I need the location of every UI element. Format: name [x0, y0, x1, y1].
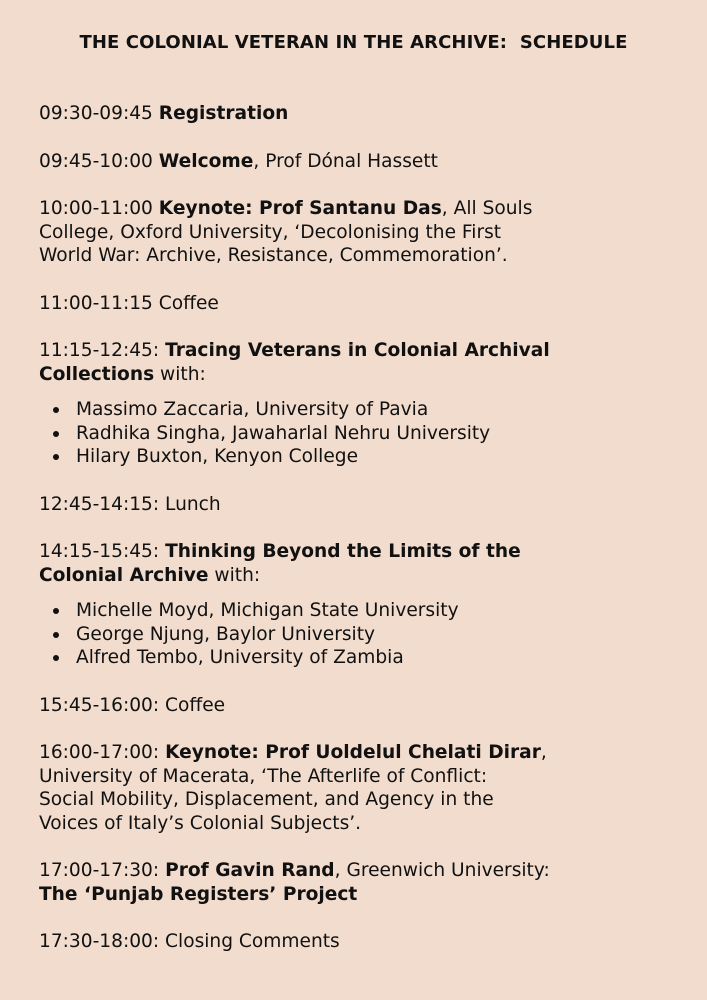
- entry-time: 11:15-12:45:: [39, 340, 166, 361]
- bullet-icon: [53, 655, 59, 661]
- entry-detail-line: University of Macerata, ‘The Afterlife of Conflict:: [39, 765, 488, 787]
- entry-detail: with:: [154, 363, 206, 385]
- bullet-icon: [53, 632, 59, 638]
- list-item: Alfred Tembo, University of Zambia: [76, 646, 679, 670]
- schedule-entry-coffee-morning: [39, 292, 679, 316]
- bullet-icon: [53, 431, 59, 437]
- list-item: Massimo Zaccaria, University of Pavia: [76, 398, 679, 422]
- panel-speakers-list: [39, 398, 679, 469]
- list-item: George Njung, Baylor University: [76, 623, 679, 647]
- entry-detail-line: World War: Archive, Resistance, Commemoration’.: [39, 245, 508, 266]
- entry-time: 12:45-14:15: Lunch: [39, 493, 221, 515]
- entry-title-line: The ‘Punjab Registers’ Project: [39, 883, 358, 905]
- entry-time: 16:00-17:00:: [39, 742, 166, 763]
- entry-title: Registration: [158, 103, 289, 124]
- entry-title: Thinking Beyond the Limits of the: [165, 541, 521, 562]
- entry-detail-line: Social Mobility, Displacement, and Agency in the: [39, 789, 494, 810]
- entry-detail: ,: [540, 742, 547, 763]
- schedule-entry-closing: [39, 930, 679, 954]
- entry-detail: , All Souls: [441, 198, 533, 219]
- entry-time: 14:15-15:45:: [39, 541, 166, 562]
- entry-detail: , Greenwich University:: [334, 860, 550, 881]
- entry-title-line: Collections: [39, 363, 155, 385]
- bullet-icon: [53, 608, 59, 614]
- entry-time: 11:00-11:15 Coffee: [39, 292, 219, 314]
- schedule-entry-keynote-dirar: [39, 741, 679, 835]
- panel-speakers-list: [39, 599, 679, 670]
- entry-time: 10:00-11:00: [39, 198, 159, 219]
- schedule-entry-panel-tracing-veterans: [39, 339, 679, 386]
- entry-title: Prof Gavin Rand: [165, 860, 335, 881]
- schedule-entry-registration: [39, 102, 679, 126]
- list-item: Hilary Buxton, Kenyon College: [76, 445, 679, 469]
- entry-detail-line: College, Oxford University, ‘Decolonising the First: [39, 221, 502, 243]
- entry-title: Welcome: [158, 150, 254, 172]
- schedule-entry-keynote-das: [39, 197, 679, 268]
- bullet-icon: [53, 454, 59, 460]
- entry-time: 09:30-09:45: [39, 103, 159, 124]
- entry-title: Tracing Veterans in Colonial Archival: [165, 340, 550, 361]
- schedule-entry-panel-thinking-beyond: [39, 540, 679, 587]
- entry-title-line: Colonial Archive: [39, 564, 209, 586]
- entry-title: Keynote: Prof Santanu Das: [158, 198, 442, 219]
- entry-title: Keynote: Prof Uoldelul Chelati Dirar: [165, 742, 541, 763]
- schedule-entry-lunch: [39, 493, 679, 517]
- schedule-entry-welcome: [39, 150, 679, 174]
- bullet-icon: [53, 407, 59, 413]
- entry-detail-line: Voices of Italy’s Colonial Subjects’.: [39, 812, 362, 834]
- schedule-entry-rand: [39, 859, 679, 906]
- entry-detail: with:: [208, 564, 261, 586]
- schedule-entry-coffee-afternoon: [39, 694, 679, 718]
- list-item: Radhika Singha, Jawaharlal Nehru University: [76, 422, 679, 446]
- list-item: Michelle Moyd, Michigan State University: [76, 599, 679, 623]
- schedule-list: [39, 102, 679, 954]
- page-title: THE COLONIAL VETERAN IN THE ARCHIVE: SCHEDULE: [79, 32, 628, 53]
- entry-detail: , Prof Dónal Hassett: [253, 150, 438, 172]
- entry-time: 17:00-17:30:: [39, 860, 166, 881]
- entry-time: 15:45-16:00: Coffee: [39, 694, 226, 716]
- entry-time: 17:30-18:00: Closing Comments: [39, 931, 340, 952]
- entry-time: 09:45-10:00: [39, 150, 159, 172]
